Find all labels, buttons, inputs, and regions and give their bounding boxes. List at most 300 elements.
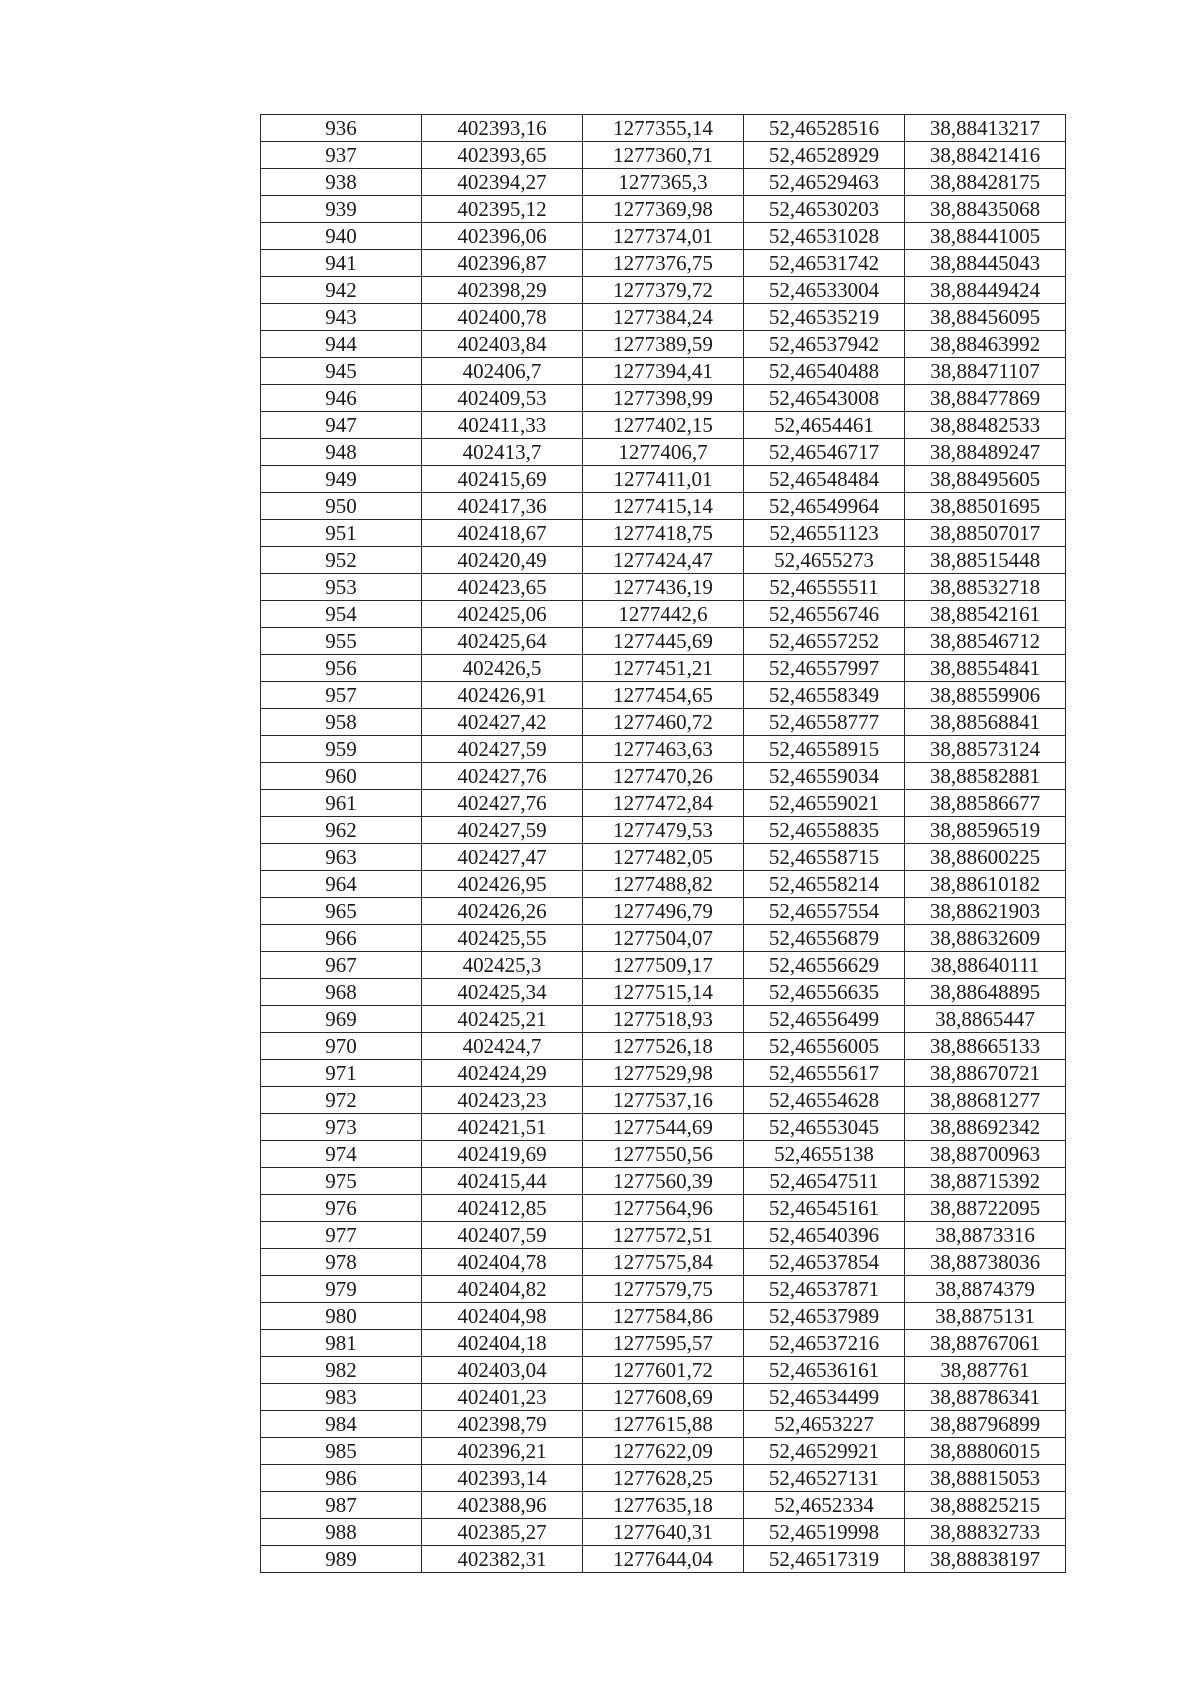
y-coordinate-cell: 1277608,69 — [583, 1384, 744, 1411]
y-coordinate-cell: 1277622,09 — [583, 1438, 744, 1465]
longitude-cell: 38,88501695 — [905, 493, 1066, 520]
point-number-cell: 960 — [261, 763, 422, 790]
point-number-cell: 971 — [261, 1060, 422, 1087]
latitude-cell: 52,46557997 — [744, 655, 905, 682]
point-number-cell: 940 — [261, 223, 422, 250]
point-number-cell: 975 — [261, 1168, 422, 1195]
table-row — [261, 709, 1066, 736]
latitude-cell: 52,4652334 — [744, 1492, 905, 1519]
longitude-cell: 38,88738036 — [905, 1249, 1066, 1276]
latitude-cell: 52,46519998 — [744, 1519, 905, 1546]
latitude-cell: 52,4655138 — [744, 1141, 905, 1168]
y-coordinate-cell: 1277544,69 — [583, 1114, 744, 1141]
longitude-cell: 38,88546712 — [905, 628, 1066, 655]
y-coordinate-cell: 1277460,72 — [583, 709, 744, 736]
x-coordinate-cell: 402396,87 — [422, 250, 583, 277]
x-coordinate-cell: 402404,78 — [422, 1249, 583, 1276]
x-coordinate-cell: 402427,76 — [422, 763, 583, 790]
latitude-cell: 52,46556635 — [744, 979, 905, 1006]
x-coordinate-cell: 402388,96 — [422, 1492, 583, 1519]
table-row — [261, 142, 1066, 169]
longitude-cell: 38,88832733 — [905, 1519, 1066, 1546]
longitude-cell: 38,88640111 — [905, 952, 1066, 979]
point-number-cell: 955 — [261, 628, 422, 655]
longitude-cell: 38,88610182 — [905, 871, 1066, 898]
latitude-cell: 52,46537216 — [744, 1330, 905, 1357]
point-number-cell: 936 — [261, 115, 422, 142]
table-row — [261, 115, 1066, 142]
longitude-cell: 38,88532718 — [905, 574, 1066, 601]
table-row — [261, 223, 1066, 250]
latitude-cell: 52,46556879 — [744, 925, 905, 952]
longitude-cell: 38,88568841 — [905, 709, 1066, 736]
longitude-cell: 38,88700963 — [905, 1141, 1066, 1168]
y-coordinate-cell: 1277376,75 — [583, 250, 744, 277]
y-coordinate-cell: 1277442,6 — [583, 601, 744, 628]
y-coordinate-cell: 1277463,63 — [583, 736, 744, 763]
table-row — [261, 1276, 1066, 1303]
y-coordinate-cell: 1277584,86 — [583, 1303, 744, 1330]
table-row — [261, 1330, 1066, 1357]
table-row — [261, 304, 1066, 331]
x-coordinate-cell: 402396,06 — [422, 223, 583, 250]
y-coordinate-cell: 1277436,19 — [583, 574, 744, 601]
x-coordinate-cell: 402420,49 — [422, 547, 583, 574]
longitude-cell: 38,88692342 — [905, 1114, 1066, 1141]
y-coordinate-cell: 1277644,04 — [583, 1546, 744, 1573]
longitude-cell: 38,88573124 — [905, 736, 1066, 763]
y-coordinate-cell: 1277509,17 — [583, 952, 744, 979]
x-coordinate-cell: 402398,79 — [422, 1411, 583, 1438]
y-coordinate-cell: 1277572,51 — [583, 1222, 744, 1249]
y-coordinate-cell: 1277360,71 — [583, 142, 744, 169]
table-row — [261, 277, 1066, 304]
point-number-cell: 988 — [261, 1519, 422, 1546]
point-number-cell: 977 — [261, 1222, 422, 1249]
point-number-cell: 963 — [261, 844, 422, 871]
x-coordinate-cell: 402393,14 — [422, 1465, 583, 1492]
longitude-cell: 38,88632609 — [905, 925, 1066, 952]
x-coordinate-cell: 402398,29 — [422, 277, 583, 304]
x-coordinate-cell: 402415,69 — [422, 466, 583, 493]
latitude-cell: 52,46545161 — [744, 1195, 905, 1222]
point-number-cell: 957 — [261, 682, 422, 709]
point-number-cell: 965 — [261, 898, 422, 925]
longitude-cell: 38,88767061 — [905, 1330, 1066, 1357]
table-row — [261, 169, 1066, 196]
table-row — [261, 196, 1066, 223]
table-row — [261, 736, 1066, 763]
longitude-cell: 38,88796899 — [905, 1411, 1066, 1438]
point-number-cell: 987 — [261, 1492, 422, 1519]
y-coordinate-cell: 1277560,39 — [583, 1168, 744, 1195]
longitude-cell: 38,8873316 — [905, 1222, 1066, 1249]
latitude-cell: 52,46557252 — [744, 628, 905, 655]
x-coordinate-cell: 402425,64 — [422, 628, 583, 655]
x-coordinate-cell: 402427,47 — [422, 844, 583, 871]
table-row — [261, 790, 1066, 817]
x-coordinate-cell: 402426,26 — [422, 898, 583, 925]
latitude-cell: 52,4655273 — [744, 547, 905, 574]
latitude-cell: 52,46556629 — [744, 952, 905, 979]
x-coordinate-cell: 402427,59 — [422, 817, 583, 844]
longitude-cell: 38,88413217 — [905, 115, 1066, 142]
longitude-cell: 38,88825215 — [905, 1492, 1066, 1519]
point-number-cell: 942 — [261, 277, 422, 304]
longitude-cell: 38,88463992 — [905, 331, 1066, 358]
latitude-cell: 52,46537871 — [744, 1276, 905, 1303]
longitude-cell: 38,88665133 — [905, 1033, 1066, 1060]
longitude-cell: 38,88681277 — [905, 1087, 1066, 1114]
table-row — [261, 547, 1066, 574]
point-number-cell: 947 — [261, 412, 422, 439]
latitude-cell: 52,46546717 — [744, 439, 905, 466]
x-coordinate-cell: 402426,95 — [422, 871, 583, 898]
longitude-cell: 38,88495605 — [905, 466, 1066, 493]
point-number-cell: 974 — [261, 1141, 422, 1168]
latitude-cell: 52,46528516 — [744, 115, 905, 142]
x-coordinate-cell: 402425,06 — [422, 601, 583, 628]
latitude-cell: 52,46558835 — [744, 817, 905, 844]
y-coordinate-cell: 1277398,99 — [583, 385, 744, 412]
point-number-cell: 958 — [261, 709, 422, 736]
point-number-cell: 937 — [261, 142, 422, 169]
table-row — [261, 1222, 1066, 1249]
y-coordinate-cell: 1277488,82 — [583, 871, 744, 898]
point-number-cell: 972 — [261, 1087, 422, 1114]
y-coordinate-cell: 1277365,3 — [583, 169, 744, 196]
x-coordinate-cell: 402403,04 — [422, 1357, 583, 1384]
latitude-cell: 52,46547511 — [744, 1168, 905, 1195]
point-number-cell: 980 — [261, 1303, 422, 1330]
x-coordinate-cell: 402426,91 — [422, 682, 583, 709]
y-coordinate-cell: 1277411,01 — [583, 466, 744, 493]
latitude-cell: 52,46558349 — [744, 682, 905, 709]
coordinates-table — [260, 114, 1066, 1573]
point-number-cell: 968 — [261, 979, 422, 1006]
x-coordinate-cell: 402393,16 — [422, 115, 583, 142]
point-number-cell: 973 — [261, 1114, 422, 1141]
table-row — [261, 466, 1066, 493]
longitude-cell: 38,88596519 — [905, 817, 1066, 844]
point-number-cell: 949 — [261, 466, 422, 493]
table-row — [261, 1195, 1066, 1222]
point-number-cell: 982 — [261, 1357, 422, 1384]
table-row — [261, 385, 1066, 412]
point-number-cell: 962 — [261, 817, 422, 844]
x-coordinate-cell: 402396,21 — [422, 1438, 583, 1465]
x-coordinate-cell: 402427,59 — [422, 736, 583, 763]
table-row — [261, 817, 1066, 844]
table-row — [261, 979, 1066, 1006]
latitude-cell: 52,46556746 — [744, 601, 905, 628]
point-number-cell: 969 — [261, 1006, 422, 1033]
x-coordinate-cell: 402427,42 — [422, 709, 583, 736]
y-coordinate-cell: 1277445,69 — [583, 628, 744, 655]
table-row — [261, 1438, 1066, 1465]
longitude-cell: 38,88648895 — [905, 979, 1066, 1006]
latitude-cell: 52,46554628 — [744, 1087, 905, 1114]
longitude-cell: 38,88421416 — [905, 142, 1066, 169]
y-coordinate-cell: 1277601,72 — [583, 1357, 744, 1384]
latitude-cell: 52,46529463 — [744, 169, 905, 196]
x-coordinate-cell: 402425,55 — [422, 925, 583, 952]
latitude-cell: 52,46558777 — [744, 709, 905, 736]
point-number-cell: 984 — [261, 1411, 422, 1438]
y-coordinate-cell: 1277529,98 — [583, 1060, 744, 1087]
longitude-cell: 38,887761 — [905, 1357, 1066, 1384]
longitude-cell: 38,88621903 — [905, 898, 1066, 925]
longitude-cell: 38,88722095 — [905, 1195, 1066, 1222]
table-row — [261, 655, 1066, 682]
y-coordinate-cell: 1277479,53 — [583, 817, 744, 844]
latitude-cell: 52,46549964 — [744, 493, 905, 520]
latitude-cell: 52,46531028 — [744, 223, 905, 250]
longitude-cell: 38,88477869 — [905, 385, 1066, 412]
longitude-cell: 38,88806015 — [905, 1438, 1066, 1465]
point-number-cell: 959 — [261, 736, 422, 763]
latitude-cell: 52,46558715 — [744, 844, 905, 871]
table-row — [261, 1060, 1066, 1087]
table-row — [261, 1087, 1066, 1114]
point-number-cell: 951 — [261, 520, 422, 547]
point-number-cell: 950 — [261, 493, 422, 520]
longitude-cell: 38,88471107 — [905, 358, 1066, 385]
x-coordinate-cell: 402423,65 — [422, 574, 583, 601]
x-coordinate-cell: 402424,7 — [422, 1033, 583, 1060]
x-coordinate-cell: 402404,98 — [422, 1303, 583, 1330]
y-coordinate-cell: 1277628,25 — [583, 1465, 744, 1492]
x-coordinate-cell: 402421,51 — [422, 1114, 583, 1141]
longitude-cell: 38,88582881 — [905, 763, 1066, 790]
table-row — [261, 1546, 1066, 1573]
table-row — [261, 250, 1066, 277]
table-row — [261, 574, 1066, 601]
longitude-cell: 38,88515448 — [905, 547, 1066, 574]
latitude-cell: 52,46533004 — [744, 277, 905, 304]
y-coordinate-cell: 1277369,98 — [583, 196, 744, 223]
latitude-cell: 52,46535219 — [744, 304, 905, 331]
x-coordinate-cell: 402393,65 — [422, 142, 583, 169]
longitude-cell: 38,88507017 — [905, 520, 1066, 547]
y-coordinate-cell: 1277406,7 — [583, 439, 744, 466]
longitude-cell: 38,8865447 — [905, 1006, 1066, 1033]
table-row — [261, 1411, 1066, 1438]
point-number-cell: 979 — [261, 1276, 422, 1303]
y-coordinate-cell: 1277482,05 — [583, 844, 744, 871]
latitude-cell: 52,4654461 — [744, 412, 905, 439]
latitude-cell: 52,46528929 — [744, 142, 905, 169]
latitude-cell: 52,46517319 — [744, 1546, 905, 1573]
x-coordinate-cell: 402403,84 — [422, 331, 583, 358]
latitude-cell: 52,46556499 — [744, 1006, 905, 1033]
y-coordinate-cell: 1277470,26 — [583, 763, 744, 790]
point-number-cell: 954 — [261, 601, 422, 628]
table-row — [261, 1492, 1066, 1519]
y-coordinate-cell: 1277424,47 — [583, 547, 744, 574]
latitude-cell: 52,46537942 — [744, 331, 905, 358]
y-coordinate-cell: 1277575,84 — [583, 1249, 744, 1276]
latitude-cell: 52,46557554 — [744, 898, 905, 925]
table-row — [261, 1384, 1066, 1411]
latitude-cell: 52,46529921 — [744, 1438, 905, 1465]
longitude-cell: 38,88435068 — [905, 196, 1066, 223]
table-row — [261, 1141, 1066, 1168]
x-coordinate-cell: 402417,36 — [422, 493, 583, 520]
latitude-cell: 52,46527131 — [744, 1465, 905, 1492]
y-coordinate-cell: 1277379,72 — [583, 277, 744, 304]
longitude-cell: 38,88489247 — [905, 439, 1066, 466]
latitude-cell: 52,46548484 — [744, 466, 905, 493]
x-coordinate-cell: 402427,76 — [422, 790, 583, 817]
latitude-cell: 52,46559034 — [744, 763, 905, 790]
x-coordinate-cell: 402400,78 — [422, 304, 583, 331]
point-number-cell: 983 — [261, 1384, 422, 1411]
latitude-cell: 52,46551123 — [744, 520, 905, 547]
x-coordinate-cell: 402411,33 — [422, 412, 583, 439]
point-number-cell: 948 — [261, 439, 422, 466]
y-coordinate-cell: 1277384,24 — [583, 304, 744, 331]
point-number-cell: 939 — [261, 196, 422, 223]
point-number-cell: 946 — [261, 385, 422, 412]
table-row — [261, 682, 1066, 709]
x-coordinate-cell: 402412,85 — [422, 1195, 583, 1222]
latitude-cell: 52,46555617 — [744, 1060, 905, 1087]
point-number-cell: 944 — [261, 331, 422, 358]
table-row — [261, 844, 1066, 871]
point-number-cell: 961 — [261, 790, 422, 817]
coordinates-table-body — [261, 115, 1066, 1573]
longitude-cell: 38,88445043 — [905, 250, 1066, 277]
latitude-cell: 52,46556005 — [744, 1033, 905, 1060]
y-coordinate-cell: 1277394,41 — [583, 358, 744, 385]
point-number-cell: 956 — [261, 655, 422, 682]
table-row — [261, 925, 1066, 952]
x-coordinate-cell: 402407,59 — [422, 1222, 583, 1249]
table-row — [261, 1519, 1066, 1546]
latitude-cell: 52,46540396 — [744, 1222, 905, 1249]
x-coordinate-cell: 402401,23 — [422, 1384, 583, 1411]
latitude-cell: 52,46536161 — [744, 1357, 905, 1384]
table-row — [261, 1033, 1066, 1060]
longitude-cell: 38,88441005 — [905, 223, 1066, 250]
table-row — [261, 1465, 1066, 1492]
x-coordinate-cell: 402395,12 — [422, 196, 583, 223]
point-number-cell: 981 — [261, 1330, 422, 1357]
x-coordinate-cell: 402419,69 — [422, 1141, 583, 1168]
y-coordinate-cell: 1277515,14 — [583, 979, 744, 1006]
longitude-cell: 38,8875131 — [905, 1303, 1066, 1330]
table-row — [261, 1357, 1066, 1384]
y-coordinate-cell: 1277451,21 — [583, 655, 744, 682]
y-coordinate-cell: 1277595,57 — [583, 1330, 744, 1357]
longitude-cell: 38,88456095 — [905, 304, 1066, 331]
x-coordinate-cell: 402415,44 — [422, 1168, 583, 1195]
latitude-cell: 52,46537854 — [744, 1249, 905, 1276]
longitude-cell: 38,88670721 — [905, 1060, 1066, 1087]
table-row — [261, 1303, 1066, 1330]
latitude-cell: 52,46553045 — [744, 1114, 905, 1141]
x-coordinate-cell: 402418,67 — [422, 520, 583, 547]
longitude-cell: 38,88554841 — [905, 655, 1066, 682]
x-coordinate-cell: 402404,18 — [422, 1330, 583, 1357]
point-number-cell: 941 — [261, 250, 422, 277]
x-coordinate-cell: 402404,82 — [422, 1276, 583, 1303]
y-coordinate-cell: 1277518,93 — [583, 1006, 744, 1033]
x-coordinate-cell: 402425,34 — [422, 979, 583, 1006]
x-coordinate-cell: 402413,7 — [422, 439, 583, 466]
point-number-cell: 953 — [261, 574, 422, 601]
latitude-cell: 52,46558915 — [744, 736, 905, 763]
table-row — [261, 871, 1066, 898]
y-coordinate-cell: 1277389,59 — [583, 331, 744, 358]
point-number-cell: 943 — [261, 304, 422, 331]
table-row — [261, 1249, 1066, 1276]
point-number-cell: 967 — [261, 952, 422, 979]
longitude-cell: 38,88449424 — [905, 277, 1066, 304]
y-coordinate-cell: 1277496,79 — [583, 898, 744, 925]
table-row — [261, 628, 1066, 655]
point-number-cell: 989 — [261, 1546, 422, 1573]
point-number-cell: 966 — [261, 925, 422, 952]
longitude-cell: 38,88482533 — [905, 412, 1066, 439]
y-coordinate-cell: 1277526,18 — [583, 1033, 744, 1060]
latitude-cell: 52,46558214 — [744, 871, 905, 898]
y-coordinate-cell: 1277550,56 — [583, 1141, 744, 1168]
y-coordinate-cell: 1277402,15 — [583, 412, 744, 439]
point-number-cell: 978 — [261, 1249, 422, 1276]
table-row — [261, 1006, 1066, 1033]
point-number-cell: 970 — [261, 1033, 422, 1060]
y-coordinate-cell: 1277454,65 — [583, 682, 744, 709]
x-coordinate-cell: 402385,27 — [422, 1519, 583, 1546]
table-row — [261, 601, 1066, 628]
longitude-cell: 38,88428175 — [905, 169, 1066, 196]
y-coordinate-cell: 1277355,14 — [583, 115, 744, 142]
point-number-cell: 986 — [261, 1465, 422, 1492]
latitude-cell: 52,46540488 — [744, 358, 905, 385]
y-coordinate-cell: 1277564,96 — [583, 1195, 744, 1222]
table-row — [261, 358, 1066, 385]
table-row — [261, 952, 1066, 979]
longitude-cell: 38,88586677 — [905, 790, 1066, 817]
x-coordinate-cell: 402409,53 — [422, 385, 583, 412]
longitude-cell: 38,88815053 — [905, 1465, 1066, 1492]
table-row — [261, 1168, 1066, 1195]
table-row — [261, 520, 1066, 547]
latitude-cell: 52,46555511 — [744, 574, 905, 601]
point-number-cell: 945 — [261, 358, 422, 385]
point-number-cell: 952 — [261, 547, 422, 574]
latitude-cell: 52,4653227 — [744, 1411, 905, 1438]
y-coordinate-cell: 1277472,84 — [583, 790, 744, 817]
latitude-cell: 52,46530203 — [744, 196, 905, 223]
table-row — [261, 763, 1066, 790]
x-coordinate-cell: 402406,7 — [422, 358, 583, 385]
longitude-cell: 38,88838197 — [905, 1546, 1066, 1573]
point-number-cell: 976 — [261, 1195, 422, 1222]
latitude-cell: 52,46534499 — [744, 1384, 905, 1411]
point-number-cell: 938 — [261, 169, 422, 196]
y-coordinate-cell: 1277418,75 — [583, 520, 744, 547]
longitude-cell: 38,88715392 — [905, 1168, 1066, 1195]
x-coordinate-cell: 402394,27 — [422, 169, 583, 196]
y-coordinate-cell: 1277640,31 — [583, 1519, 744, 1546]
y-coordinate-cell: 1277579,75 — [583, 1276, 744, 1303]
point-number-cell: 964 — [261, 871, 422, 898]
table-row — [261, 412, 1066, 439]
y-coordinate-cell: 1277504,07 — [583, 925, 744, 952]
